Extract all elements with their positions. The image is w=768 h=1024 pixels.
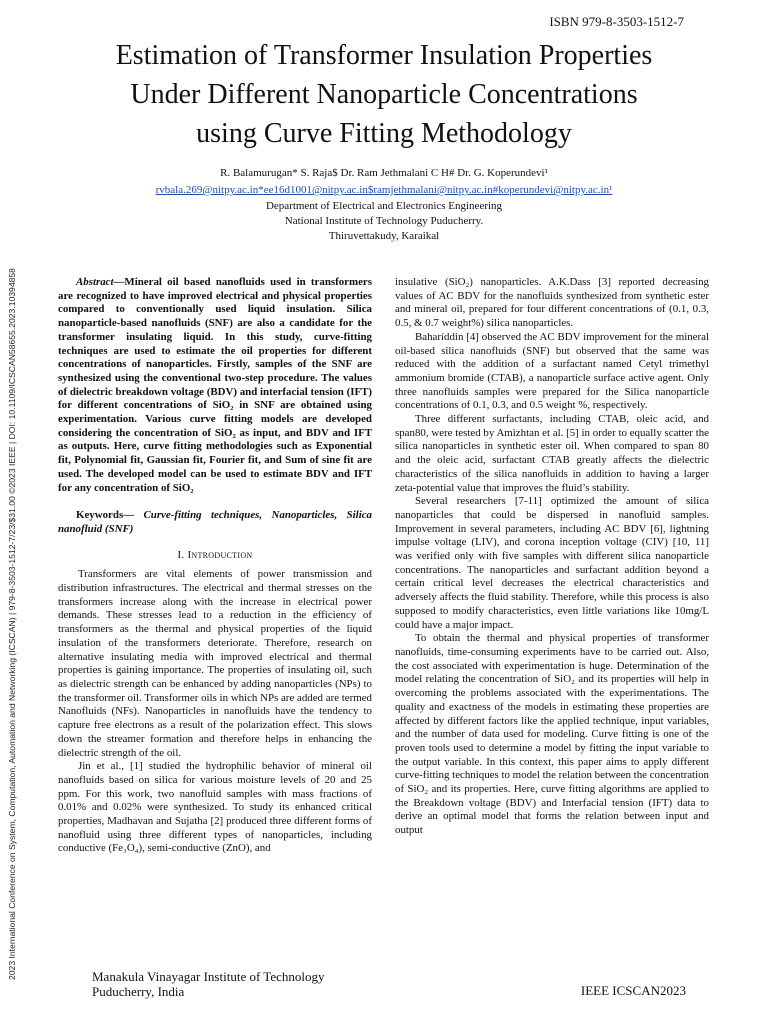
abstract-text: —Mineral oil based nanofluids used in transformers are recognized to have improved electrical and physical properties compared to conventionally used liquid insulation. Silica nanoparticle-based nanofluids (SNF) are also a candidate for the transformer insulating liquid. In this study, curve-fitting techniques are used to estimate the oil properties for different concentrations of nanoparticles. Firstly, samples of the SNF are synthesized using the conventional two-step procedure. The values of dielectric breakdown voltage (BDV) and interfacial tension (IFT) for different concentrations of SiO₂ in SNF are obtained using experimentation. Various curve fitting models are developed considering the concentration of SiO₂ as input, and BDV and IFT as outputs. Here, curve fitting methodologies such as Exponential fit, Polynomial fit, Gaussian fit, Fourier fit, and Sum of sine fit are used. The developed model can be used to estimate BDV and IFT for any concentration of SiO₂: [58, 276, 372, 494]
abstract: [58, 276, 372, 495]
email-link[interactable]: ramjethmalani@nitpy.ac.in#: [373, 184, 499, 196]
title-line: Estimation of Transformer Insulation Properties: [115, 40, 653, 71]
left-column: [58, 276, 372, 856]
paragraph: Transformers are vital elements of power transmission and distribution infrastructures. The electrical and thermal stresses on the transformers increase along with the increase in electrical power demands. These stresses lead to a reduction in the efficiency of transformers as the thermal and physical properties of the liquid insulation of the transformers deteriorate. Therefore, research on alternative insulating media with improved electrical and thermal properties is gaining importance. The properties of insulating oil, such as dielectric strength can be enhanced by adding nanoparticles (NPs) to the transformer oil. Transformer oils in which NPs are added are termed Nanofluids (NFs). Nanoparticles in nanofluids have the tendency to capture free electrons as a result of the polarization effect. This slows down the streamer formation and therefore helps in enhancing the dielectric strength of the oil.: [58, 568, 372, 759]
keywords: [58, 509, 372, 536]
affiliation-line: Thiruvettakudy, Karaikal: [328, 230, 440, 242]
keywords-label: Keywords—: [76, 509, 135, 522]
paper-title: [40, 36, 728, 153]
isbn: ISBN 979-8-3503-1512-7: [549, 14, 684, 29]
affiliation-line: Department of Electrical and Electronics Engineering: [265, 200, 503, 212]
email-link[interactable]: rvbala.269@nitpy.ac.in*: [155, 184, 264, 196]
email-link[interactable]: ee16d1001@nitpy.ac.in$: [263, 184, 374, 196]
paragraph: To obtain the thermal and physical properties of transformer nanofluids, time-consuming experiments have to be carried out. Also, the cost associated with experimentation is huge. Determination of the model relating the concentration of SiO₂ and its properties will help in overcoming the problems associated with the experimentations. The quality and exactness of the models in estimating these properties are affected by different factors like the applied technique, input variables, and the number of data used for modeling. Curve fitting is one of the proven tools used to determine a model by fitting the input variable to the output variable. In this context, this paper aims to apply different curve-fitting techniques to model the relation between the concentration of SiO₂ and its properties. Here, curve fitting algorithms are applied to the Breakdown voltage (BDV) and Interfacial tension (IFT) data to derive an optimal model that forms the relation between input and output: [395, 632, 709, 837]
section-heading: I. Introduction: [177, 548, 253, 561]
title-line: Under Different Nanoparticle Concentrations: [130, 79, 638, 110]
conference-sidebar: 2023 International Conference on System, Computation, Automation and Networking (ICSCAN) | 979-8-3503-1512-7/23/$31.00 ©2023 IEEE | DOI: 10.1109/ICSCAN58655.2023.10394858: [7, 268, 17, 980]
title-line: using Curve Fitting Methodology: [196, 118, 572, 149]
right-column: [395, 276, 709, 838]
paragraph: insulative (SiO₂) nanoparticles. A.K.Dass [3] reported decreasing values of AC BDV for the nanofluids synthesized from synthetic ester and mineral oil, prepared for four different concentrations of (0.1, 0.3, 0.5, & 0.7 weight%) silica nanoparticles.: [395, 276, 709, 330]
email-list: [0, 184, 768, 196]
paragraph: Baharíddin [4] observed the AC BDV improvement for the mineral oil-based silica nanofluids (SNF) but observed that the same was reduced with the addition of a surfactant named Cetyl trimethyl ammonium bromide (CTAB), a nanoparticle surface active agent. Only three nanofluids samples were prepared for the Silica nanoparticle concentrations of 0.1, 0.3, and 0.5 weight %, respectively.: [395, 330, 709, 412]
abstract-label: Abstract: [76, 276, 114, 288]
paragraph: Jin et al., [1] studied the hydrophilic behavior of mineral oil nanofluids based on silica for various moisture levels of 20 and 25 ppm. For this work, two nanofluid samples with mass fractions of 0.01% and 0.02% were synthesized. To study its enhanced critical properties, Madhavan and Sujatha [2] produced three different forms of nanofluid using three different types of nanoparticles, including conductive (Fe₃O₄), semi-conductive (ZnO), and: [58, 760, 372, 855]
paragraph: Several researchers [7-11] optimized the amount of silica nanoparticles that could be dispersed in nanofluid samples. Improvement in several parameters, including AC BDV [6], lightning impulse voltage (LIV), and corona inception voltage (CIV) [10, 11] was verified only with five samples with different silica nanoparticle concentrations. The nanoparticles and surfactant addition beyond a certain critical level decreases the electrical characteristics and adversely affects the fluid stability. Therefore, while this process is also supposed to modify characteristics, even little variations like 10mg/L could have a major impact.: [395, 495, 709, 631]
footer-line: Manakula Vinayagar Institute of Technology: [92, 969, 325, 984]
paragraph: Three different surfactants, including CTAB, oleic acid, and span80, were tested by Amizhtan et al. [5] in order to equally scatter the silica nanoparticles in synthetic ester oil. When compared to span 80 and the oleic acid, surfactant CTAB greatly affects the dielectric characteristics of the silica nanofluids in addition to having a larger zeta-potential value that improves the fluid’s stability.: [395, 413, 709, 494]
footer-conference: IEEE ICSCAN2023: [580, 983, 686, 998]
email-link[interactable]: koperundevi@nitpy.ac.in¹: [498, 184, 613, 196]
footer-line: Puducherry, India: [92, 984, 185, 999]
affiliation-line: National Institute of Technology Puducherry.: [284, 215, 484, 227]
author-list: R. Balamurugan* S. Raja$ Dr. Ram Jethmalani C H# Dr. G. Koperundevi¹: [220, 167, 548, 179]
keywords-text: Curve-fitting techniques, Nanoparticles, Silica nanofluid (SNF): [58, 509, 372, 535]
affiliation: [0, 199, 768, 244]
footer-institution: [92, 969, 325, 999]
